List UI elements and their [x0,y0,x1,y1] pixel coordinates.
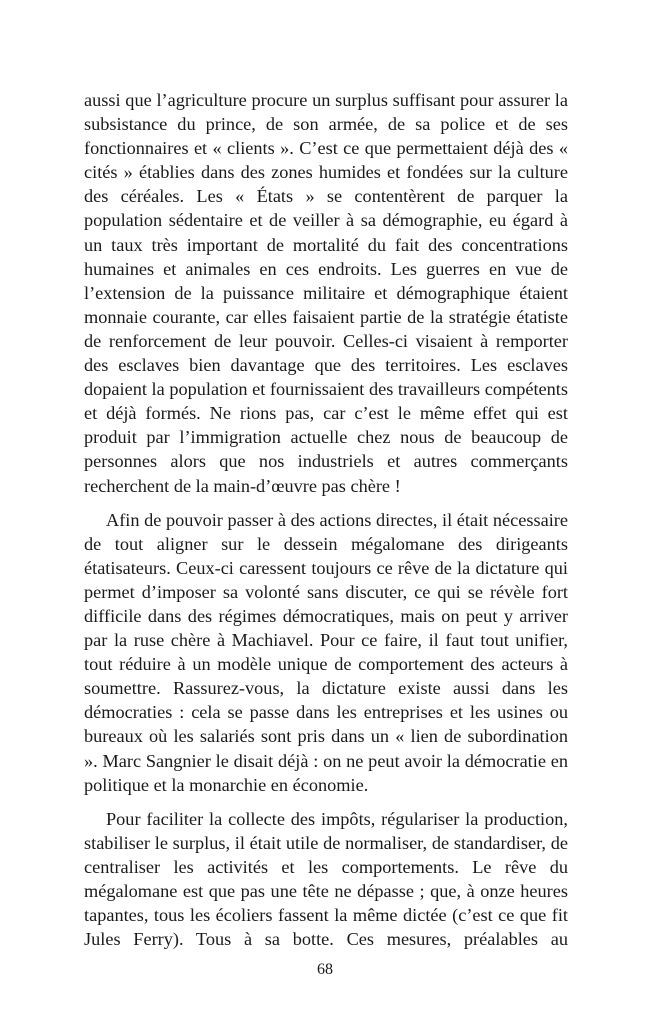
paragraph-continued: aussi que l’agriculture procure un surplus suffisant pour assurer la subsistance du prince, de son armée, de sa police et de ses fonctionnaires et « clients ». C’est ce que permettaient déjà des « cités » établies dans des zones humides et fondées sur la culture des céréales. Les « États » se contentèrent de parquer la population sédentaire et de veiller à sa démographie, eu égard à un taux très important de mortalité du fait des concentrations humaines et animales en ces endroits. Les guerres en vue de l’extension de la puissance militaire et démographique étaient monnaie courante, car elles faisaient partie de la stratégie étatiste de renforcement de leur pouvoir. Celles-ci visaient à remporter des esclaves bien davantage que des territoires. Les esclaves dopaient la population et fournissaient des travailleurs compétents et déjà formés. Ne rions pas, car c’est le même effet qui est produit par l’immigration actuelle chez nous de beaucoup de personnes alors que nos industriels et autres commerçants recherchent de la main-d’œuvre pas chère ! [84,90,568,496]
page-number: 68 [317,961,333,978]
page-body [84,88,568,951]
paragraph-impots: Pour faciliter la collecte des impôts, régulariser la production, stabiliser le surplus, il était utile de normaliser, de standardiser, de centraliser les activités et les comportements. Le rêve du mégalomane est que pas une tête ne dépasse ; que, à onze heures tapantes, tous les écoliers fassent la même dictée (c’est ce que fit Jules Ferry). Tous à sa botte. Ces mesures, préalables au [84,808,568,950]
paragraph-dictature: Afin de pouvoir passer à des actions directes, il était nécessaire de tout aligner sur le dessein mégalomane des dirigeants étatisateurs. Ceux-ci caressent toujours ce rêve de la dictature qui permet d’imposer sa volonté sans discuter, ce qui se révèle fort difficile dans des régimes démocratiques, mais on peut y arriver par la ruse chère à Machiavel. Pour ce faire, il faut tout unifier, tout réduire à un modèle unique de comportement des acteurs à soumettre. Rassurez-vous, la dictature existe aussi dans les démocraties : cela se passe dans les entreprises et les usines ou bureaux où les salariés sont pris dans un « lien de subordination ». Marc Sangnier le disait déjà : on ne peut avoir la démocratie en politique et la monarchie en économie. [84,509,568,795]
